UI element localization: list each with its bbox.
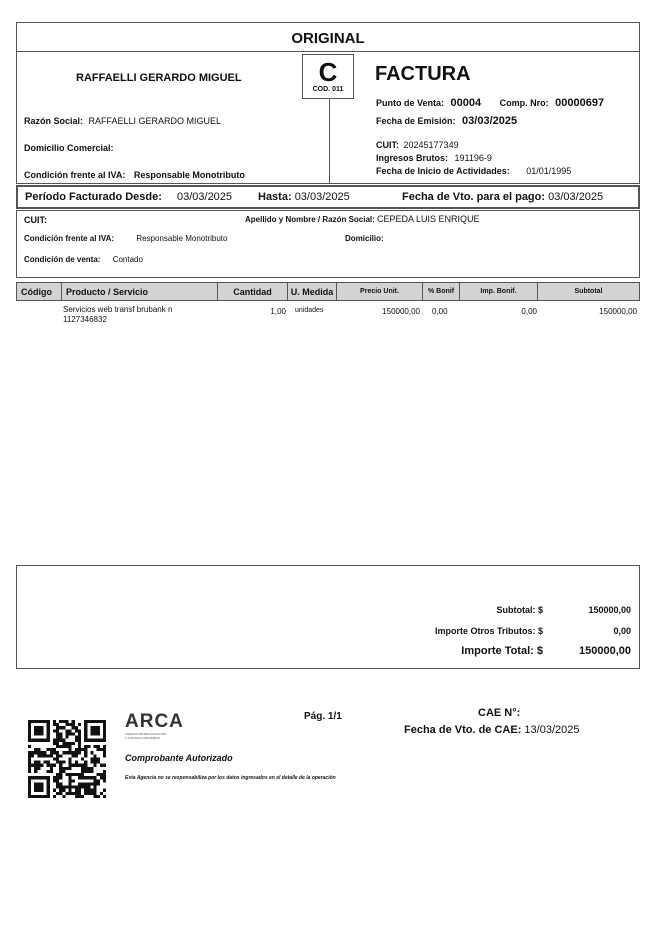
subtotal-value: 150000,00: [588, 605, 631, 615]
subtotal-label: Subtotal: $: [496, 605, 543, 615]
punto-venta: Punto de Venta: 00004 Comp. Nro: 00000697: [376, 97, 605, 109]
total-value: 150000,00: [579, 645, 631, 657]
row-product-line1: Servicios web transf brubank n: [63, 305, 173, 314]
row-cantidad: 1,00: [270, 307, 286, 316]
issuer-divider: [329, 98, 330, 184]
arca-logo-sub2: Y CONTROL ADUANERO: [125, 736, 161, 740]
comprobante-autorizado: Comprobante Autorizado: [125, 753, 233, 763]
issuer-iva: Condición frente al IVA: Responsable Monotributo: [24, 170, 245, 180]
col-medida: U. Medida: [288, 283, 337, 301]
otros-tributos-value: 0,00: [613, 626, 631, 636]
original-label: ORIGINAL: [291, 30, 365, 47]
fecha-emision: Fecha de Emisión: 03/03/2025: [376, 115, 518, 127]
row-bonif-imp: 0,00: [521, 307, 537, 316]
col-producto: Producto / Servicio: [62, 283, 218, 301]
col-precio: Precio Unit.: [337, 283, 423, 301]
client-box: [16, 210, 640, 278]
col-cantidad: Cantidad: [218, 283, 288, 301]
qr-code: [28, 720, 106, 798]
issuer-iibb: Ingresos Brutos: 191196-9: [376, 153, 492, 163]
arca-logo-sub1: AGENCIA DE RECAUDACIÓN: [125, 732, 167, 736]
issuer-domicilio-label: Domicilio Comercial:: [24, 143, 114, 153]
letter-box: [302, 54, 354, 99]
period-hasta: Hasta: 03/03/2025: [258, 191, 350, 203]
original-header: [16, 22, 640, 52]
row-product-line2: 1127346832: [63, 315, 107, 324]
period-box: [16, 185, 640, 209]
otros-tributos-label: Importe Otros Tributos: $: [434, 626, 543, 636]
col-codigo: Código: [17, 283, 62, 301]
client-domicilio-label: Domicilio:: [345, 234, 384, 243]
disclaimer: Esta Agencia no se responsabiliza por los datos ingresados en el detalle de la operación: [125, 775, 336, 781]
table-row: [16, 305, 640, 327]
row-bonif-pct: 0,00: [432, 307, 448, 316]
cae-vto: Fecha de Vto. de CAE: 13/03/2025: [404, 724, 580, 736]
invoice-letter: C: [318, 57, 338, 87]
client-venta: Condición de venta: Contado: [24, 255, 143, 264]
issuer-inicio: Fecha de Inicio de Actividades: 01/01/1995: [376, 166, 572, 176]
client-nombre: Apellido y Nombre / Razón Social: CEPEDA LUIS ENRIQUE: [245, 214, 480, 224]
doc-type: FACTURA: [375, 63, 471, 85]
page-number: Pág. 1/1: [304, 711, 342, 722]
issuer-razon-social: Razón Social: RAFFAELLI GERARDO MIGUEL: [24, 116, 222, 126]
cae-label: CAE N°:: [478, 707, 521, 719]
period-vto: Fecha de Vto. para el pago: 03/03/2025: [402, 191, 604, 203]
period-desde: Período Facturado Desde: 03/03/2025: [25, 191, 233, 203]
row-subtotal: 150000,00: [599, 307, 637, 316]
items-table-header: [16, 282, 640, 301]
col-subtotal: Subtotal: [574, 288, 603, 295]
col-bonif-pct: % Bonif: [423, 283, 460, 301]
issuer-name: RAFFAELLI GERARDO MIGUEL: [76, 72, 242, 84]
client-cuit-label: CUIT:: [24, 215, 47, 225]
totals-box: [16, 565, 640, 669]
client-iva: Condición frente al IVA: Responsable Monotributo: [24, 234, 228, 243]
invoice-code: COD. 011: [312, 86, 344, 93]
col-bonif-imp: Imp. Bonif.: [460, 283, 538, 301]
row-precio: 150000,00: [382, 307, 420, 316]
row-medida: unidades: [295, 307, 324, 314]
issuer-cuit: CUIT: 20245177349: [376, 140, 459, 150]
total-label: Importe Total: $: [461, 645, 543, 657]
arca-logo: ARCA: [125, 711, 184, 732]
